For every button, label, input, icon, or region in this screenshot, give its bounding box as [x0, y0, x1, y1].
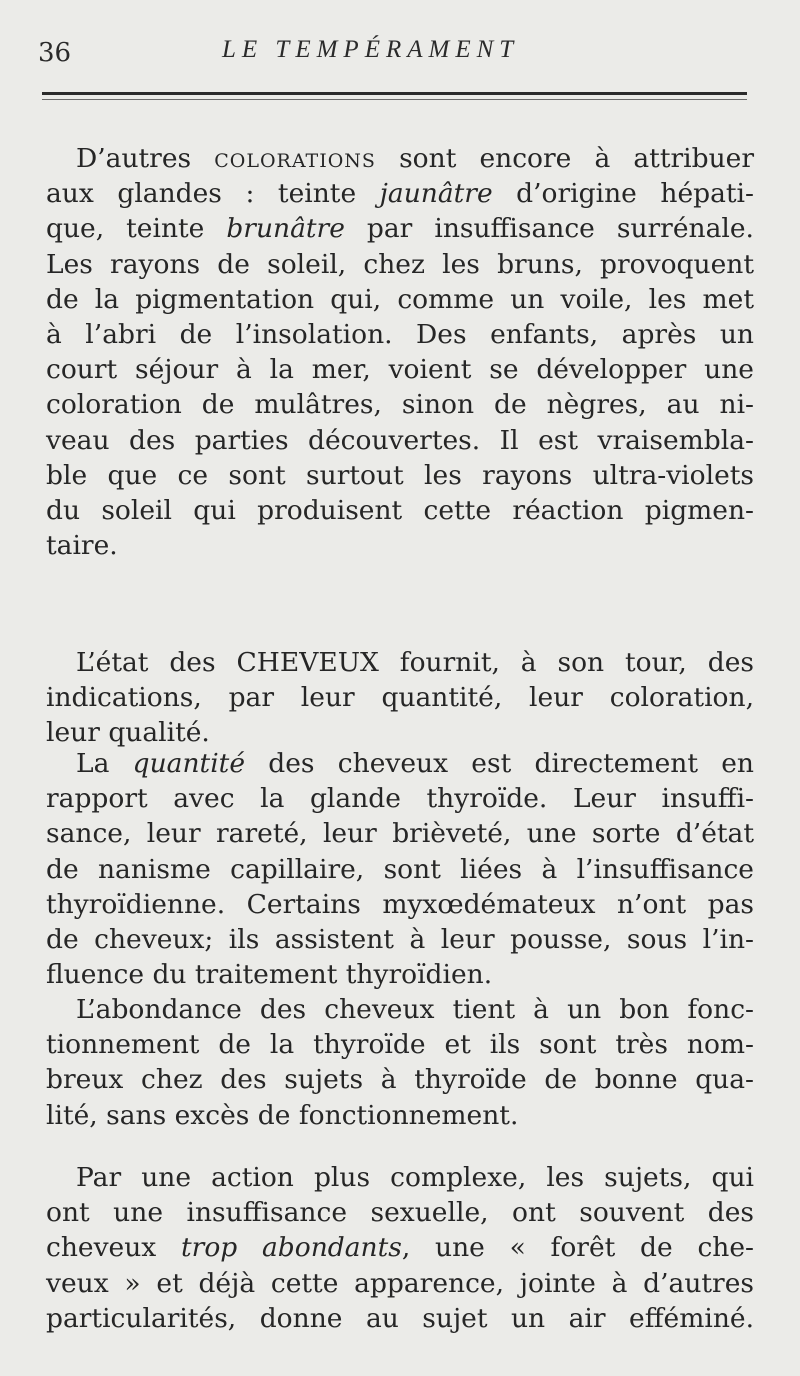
text-line: tionnement de la thyroïde et ils sont très nom- — [46, 1029, 754, 1061]
paragraph-colorations — [46, 141, 754, 563]
text-line: de la pigmentation qui, comme un voile, les met — [46, 283, 754, 315]
text-line: veux » et déjà cette apparence, jointe à d’autres — [46, 1267, 754, 1299]
text-line: que, teinte brunâtre par insuffisance surrénale. — [46, 213, 754, 245]
text-line: de cheveux; ils assistent à leur pousse, sous l’in- — [46, 923, 754, 955]
paragraph-abondance — [46, 992, 754, 1133]
text-line: taire. — [46, 530, 118, 562]
text-line: sance, leur rareté, leur brièveté, une sorte d’état — [46, 818, 754, 850]
text-line: du soleil qui produisent cette réaction pigmen- — [46, 494, 754, 526]
text-line: court séjour à la mer, voient se développer une — [46, 354, 754, 386]
text-line: Les rayons de soleil, chez les bruns, provoquent — [46, 248, 754, 280]
text-line: rapport avec la glande thyroïde. Leur insuffi- — [46, 783, 754, 815]
paragraph-quantite — [46, 746, 754, 992]
header-rule — [42, 92, 747, 95]
paragraph-insuffisance-sexuelle — [46, 1160, 754, 1336]
text-line: à l’abri de l’insolation. Des enfants, après un — [46, 318, 754, 350]
text-line: ont une insuffisance sexuelle, ont souvent des — [46, 1197, 754, 1229]
text-line: Par une action plus complexe, les sujets, qui — [76, 1162, 754, 1193]
text-line: L’état des CHEVEUX fournit, à son tour, des — [76, 647, 754, 678]
page-number: 36 — [38, 38, 72, 68]
text-line: cheveux trop abondants, une « forêt de che- — [46, 1232, 754, 1264]
text-line: indications, par leur quantité, leur coloration, — [46, 682, 754, 714]
text-line: thyroïdienne. Certains myxœdémateux n’ont pas — [46, 888, 754, 920]
text-line: coloration de mulâtres, sinon de nègres, au ni- — [46, 389, 754, 421]
header-rule-thin — [42, 99, 747, 100]
text-line: D’autres colorations sont encore à attribuer — [76, 143, 754, 174]
text-line: ble que ce sont surtout les rayons ultra-violets — [46, 459, 754, 491]
text-line: lité, sans excès de fonctionnement. — [46, 1099, 519, 1131]
text-line: de nanisme capillaire, sont liées à l’insuffisance — [46, 853, 754, 885]
text-line: La quantité des cheveux est directement en — [76, 748, 754, 779]
text-line: fluence du traitement thyroïdien. — [46, 959, 493, 991]
text-line: breux chez des sujets à thyroïde de bonne qua- — [46, 1064, 754, 1096]
text-line: L’abondance des cheveux tient à un bon fonc- — [76, 994, 754, 1025]
text-line: leur qualité. — [46, 717, 210, 749]
text-line: particularités, donne au sujet un air efféminé. — [46, 1302, 754, 1334]
text-line: aux glandes : teinte jaunâtre d’origine hépati- — [46, 178, 754, 210]
text-line: veau des parties découvertes. Il est vraisembla- — [46, 424, 754, 456]
running-title: LE TEMPÉRAMENT — [222, 36, 520, 63]
paragraph-cheveux-intro — [46, 645, 754, 751]
